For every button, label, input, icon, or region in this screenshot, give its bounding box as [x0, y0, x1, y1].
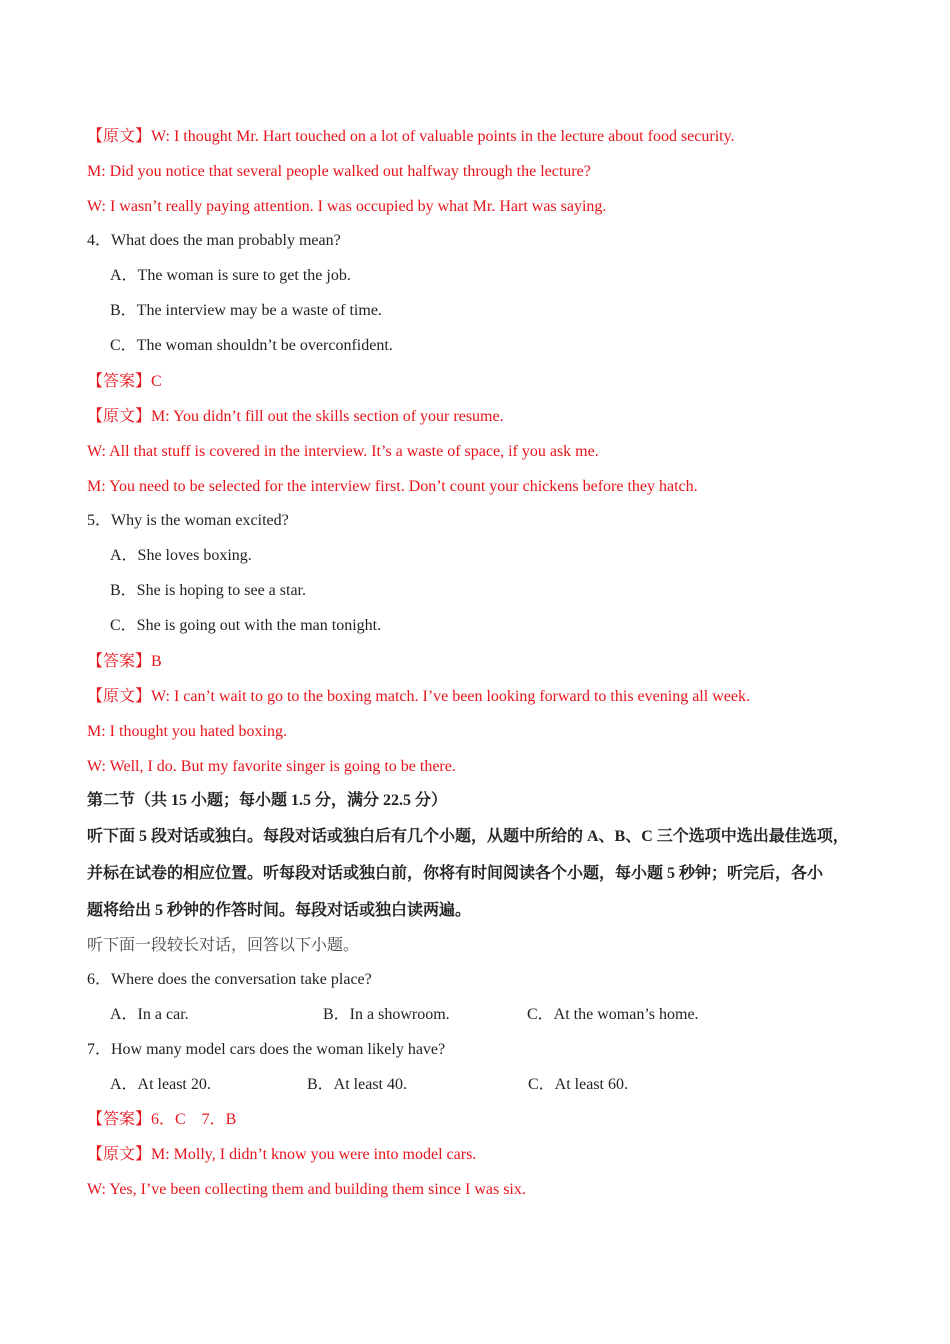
option-b: B．She is hoping to see a star. — [110, 582, 306, 599]
transcript-line: W: I wasn’t really paying attention. I was occupied by what Mr. Hart was saying. — [87, 198, 607, 215]
section-heading: 第二节（共 15 小题；每小题 1.5 分，满分 22.5 分） — [87, 792, 448, 809]
transcript-line: 【原文】M: Molly, I didn’t know you were into model cars. — [87, 1146, 477, 1163]
transcript-line: W: Yes, I’ve been collecting them and building them since I was six. — [87, 1181, 526, 1198]
option-c: C．At least 60. — [528, 1076, 628, 1093]
option-b: B．At least 40. — [307, 1076, 407, 1093]
instructions-line: 题将给出 5 秒钟的作答时间。每段对话或独白读两遍。 — [87, 902, 472, 919]
answer: 【答案】B — [87, 653, 162, 670]
transcript-line: M: I thought you hated boxing. — [87, 723, 287, 740]
option-a: A．She loves boxing. — [110, 547, 252, 564]
transcript-line: M: Did you notice that several people walked out halfway through the lecture? — [87, 163, 591, 180]
option-a: A．The woman is sure to get the job. — [110, 267, 351, 284]
option-a: A．In a car. — [110, 1006, 189, 1023]
transcript-line: 【原文】W: I can’t wait to go to the boxing match. I’ve been looking forward to this evening all week. — [87, 688, 750, 705]
transcript-line: W: All that stuff is covered in the interview. It’s a waste of space, if you ask me. — [87, 443, 599, 460]
option-c: C．The woman shouldn’t be overconfident. — [110, 337, 393, 354]
option-c: C．She is going out with the man tonight. — [110, 617, 382, 634]
answer: 【答案】C — [87, 373, 162, 390]
transcript-line: W: Well, I do. But my favorite singer is going to be there. — [87, 758, 456, 775]
option-b: B．The interview may be a waste of time. — [110, 302, 382, 319]
instructions-line: 听下面 5 段对话或独白。每段对话或独白后有几个小题，从题中所给的 A、B、C 三个选项中选出最佳选项， — [87, 828, 849, 845]
transcript-line: 【原文】M: You didn’t fill out the skills section of your resume. — [87, 408, 504, 425]
question-7: 7．How many model cars does the woman likely have? — [87, 1041, 446, 1058]
question-5: 5．Why is the woman excited? — [87, 512, 289, 529]
question-4: 4．What does the man probably mean? — [87, 232, 341, 249]
instructions-line: 并标在试卷的相应位置。听每段对话或独白前，你将有时间阅读各个小题，每小题 5 秒钟；听完后，各小 — [87, 865, 824, 882]
option-c: C．At the woman’s home. — [527, 1006, 699, 1023]
option-a: A．At least 20. — [110, 1076, 211, 1093]
transcript-line: M: You need to be selected for the interview first. Don’t count your chickens before they hatch. — [87, 478, 698, 495]
answer: 【答案】6．C 7．B — [87, 1111, 237, 1128]
transcript-line: 【原文】W: I thought Mr. Hart touched on a lot of valuable points in the lecture about food security. — [87, 128, 735, 145]
listening-prompt: 听下面一段较长对话，回答以下小题。 — [87, 937, 360, 954]
option-b: B．In a showroom. — [323, 1006, 450, 1023]
question-6: 6．Where does the conversation take place? — [87, 971, 372, 988]
